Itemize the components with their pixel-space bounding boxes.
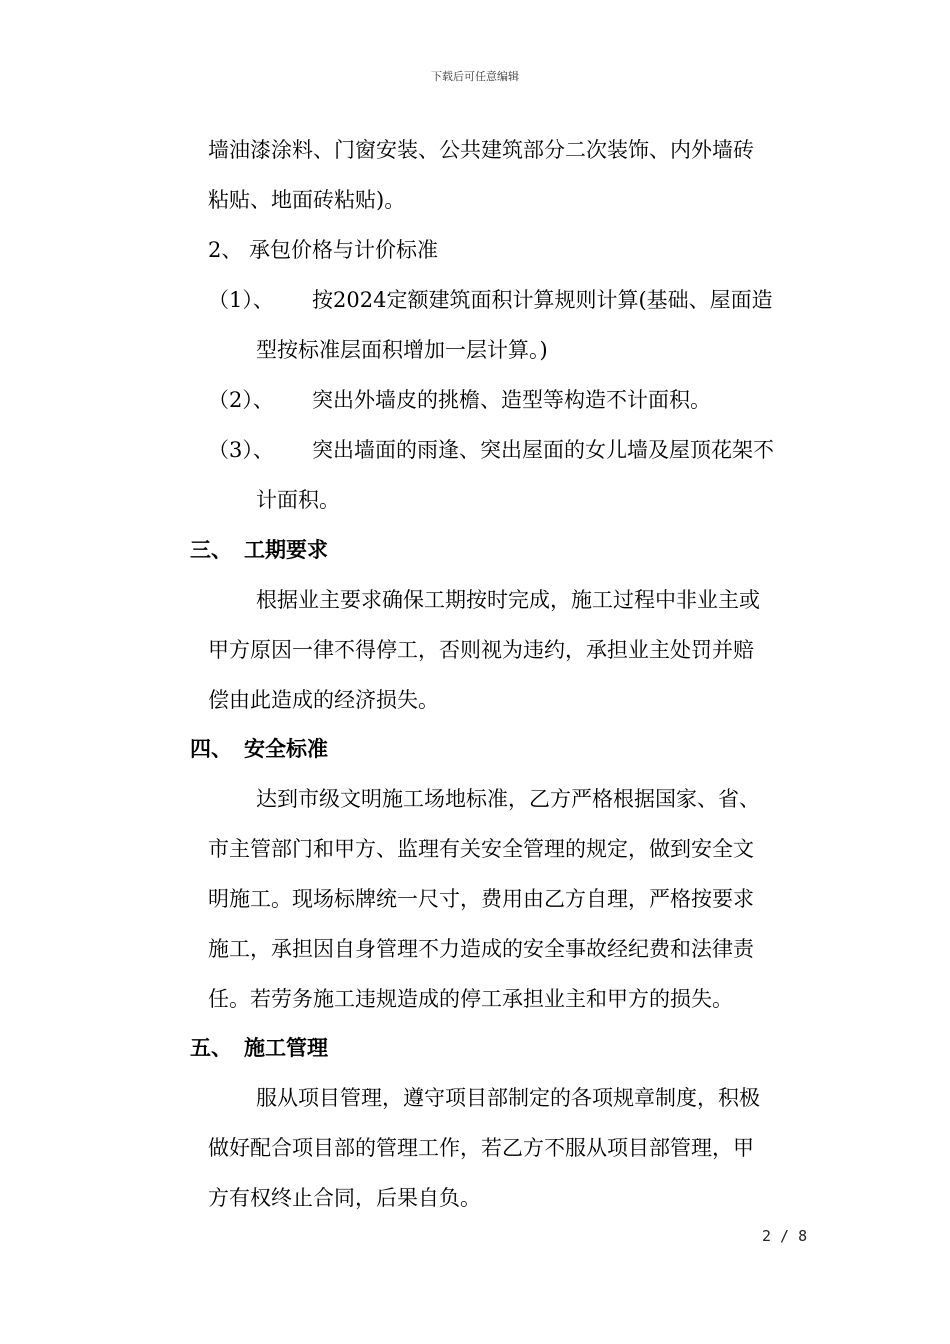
paragraph-line: 服从项目管理，遵守项目部制定的各项规章制度，积极 [256, 1086, 760, 1110]
section-title: 工期要求 [244, 538, 328, 562]
paragraph-line: 粘贴、地面砖粘贴)。 [208, 188, 406, 212]
sub-item-text: 突出外墙皮的挑檐、造型等构造不计面积。 [312, 388, 711, 412]
sub-item-text: 计面积。 [256, 488, 340, 512]
sub-item-number: （1）、 [208, 288, 274, 312]
paragraph-line: 偿由此造成的经济损失。 [208, 688, 439, 712]
paragraph-line: 方有权终止合同，后果自负。 [208, 1186, 481, 1210]
section-number: 五、 [190, 1036, 232, 1060]
paragraph-line: 达到市级文明施工场地标准，乙方严格根据国家、省、 [256, 787, 760, 811]
page-header: 下载后可任意编辑 [431, 70, 519, 83]
list-item-heading: 2、 承包价格与计价标准 [208, 238, 439, 262]
section-number: 四、 [190, 737, 232, 761]
section-title: 安全标准 [244, 737, 328, 761]
paragraph-line: 施工，承担因自身管理不力造成的安全事故经纪费和法律责 [208, 937, 754, 961]
sub-item-text: 型按标准层面积增加一层计算。) [256, 338, 548, 362]
paragraph-line: 根据业主要求确保工期按时完成，施工过程中非业主或 [256, 588, 760, 612]
sub-item-text: 按2024定额建筑面积计算规则计算(基础、屋面造 [312, 288, 773, 312]
page-number: 2 / 8 [762, 1227, 808, 1245]
section-title: 施工管理 [244, 1036, 328, 1060]
paragraph-line: 任。若劳务施工违规造成的停工承担业主和甲方的损失。 [208, 987, 733, 1011]
paragraph-line: 明施工。现场标牌统一尺寸，费用由乙方自理，严格按要求 [208, 887, 754, 911]
paragraph-line: 墙油漆涂料、门窗安装、公共建筑部分二次装饰、内外墙砖 [208, 138, 754, 162]
paragraph-line: 市主管部门和甲方、监理有关安全管理的规定，做到安全文 [208, 837, 754, 861]
section-number: 三、 [190, 538, 232, 562]
paragraph-line: 做好配合项目部的管理工作，若乙方不服从项目部管理，甲 [208, 1136, 754, 1160]
sub-item-text: 突出墙面的雨逢、突出屋面的女儿墙及屋顶花架不 [312, 438, 774, 462]
sub-item-number: （2）、 [208, 388, 274, 412]
paragraph-line: 甲方原因一律不得停工，否则视为违约，承担业主处罚并赔 [208, 638, 754, 662]
sub-item-number: （3）、 [208, 438, 274, 462]
